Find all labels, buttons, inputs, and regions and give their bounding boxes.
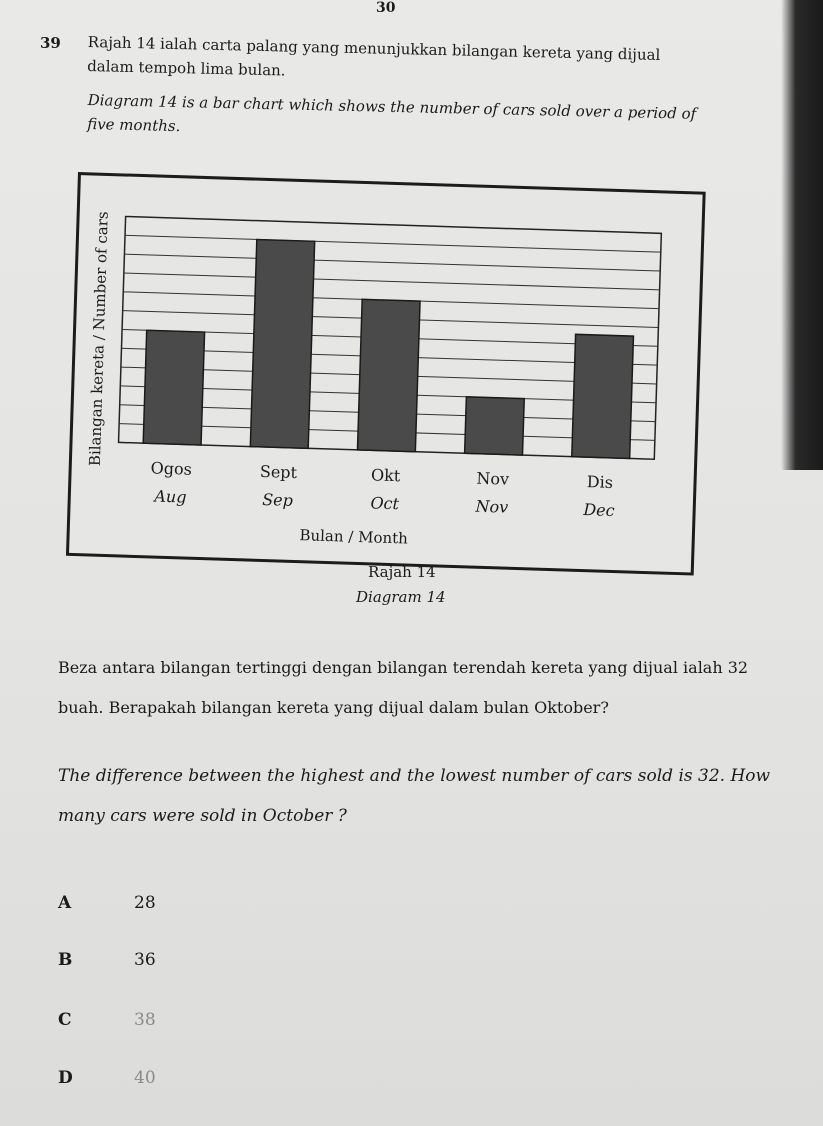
tick-label-english: Oct xyxy=(370,493,400,514)
option-letter: C xyxy=(58,1010,72,1030)
y-axis-label: Bilangan kereta / Number of cars xyxy=(85,211,112,467)
page-number: 30 xyxy=(376,0,396,16)
tick-label-english: Nov xyxy=(475,496,509,517)
page-edge-shadow xyxy=(781,0,823,470)
gridline xyxy=(124,254,660,271)
tick-label-english: Sep xyxy=(261,489,294,510)
chart-bars xyxy=(143,236,636,458)
diagram-caption-english: Diagram 14 xyxy=(356,588,446,606)
question-stem-english: Diagram 14 is a bar chart which shows the number of cars sold over a period of five months. xyxy=(86,90,697,136)
option-value: 38 xyxy=(134,1010,156,1030)
diagram-caption-malay: Rajah 14 xyxy=(368,563,436,581)
tick-label-english: Dec xyxy=(583,500,615,521)
option-value: 28 xyxy=(134,893,156,913)
option-letter: B xyxy=(58,950,73,970)
bar-sep xyxy=(250,239,314,448)
gridline xyxy=(125,235,661,252)
gridline xyxy=(124,273,660,290)
question-prompt-english: The difference between the highest and the lowest number of cars sold is 32. How many cars were sold in October ? xyxy=(58,766,771,826)
option-letter: A xyxy=(58,893,72,913)
question-stem-malay: Rajah 14 ialah carta palang yang menunjukkan bilangan kereta yang dijual dalam tempoh lima bulan. xyxy=(86,32,661,80)
question-number: 39 xyxy=(40,34,61,52)
tick-label-malay: Dis xyxy=(586,472,614,492)
question-prompt-malay: Beza antara bilangan tertinggi dengan bilangan terendah kereta yang dijual ialah 32 buah. Berapakah bilangan kereta yang dijual dalam bulan Oktober? xyxy=(58,658,749,717)
bar-oct xyxy=(357,299,420,451)
bar-nov xyxy=(465,397,525,455)
tick-label-malay: Sept xyxy=(259,461,298,483)
chart-tick-labels xyxy=(150,458,616,520)
tick-label-malay: Nov xyxy=(476,468,510,489)
tick-label-malay: Ogos xyxy=(150,458,193,479)
option-value: 36 xyxy=(134,950,156,970)
option-value: 40 xyxy=(134,1068,156,1088)
option-letter: D xyxy=(58,1068,73,1088)
bar-chart-frame xyxy=(66,172,706,576)
bar-aug xyxy=(143,330,204,445)
bar-dec xyxy=(572,334,634,458)
bar-chart xyxy=(69,175,703,572)
tick-label-english: Aug xyxy=(154,486,187,507)
x-axis-label: Bulan / Month xyxy=(299,526,409,548)
tick-label-malay: Okt xyxy=(370,465,401,486)
